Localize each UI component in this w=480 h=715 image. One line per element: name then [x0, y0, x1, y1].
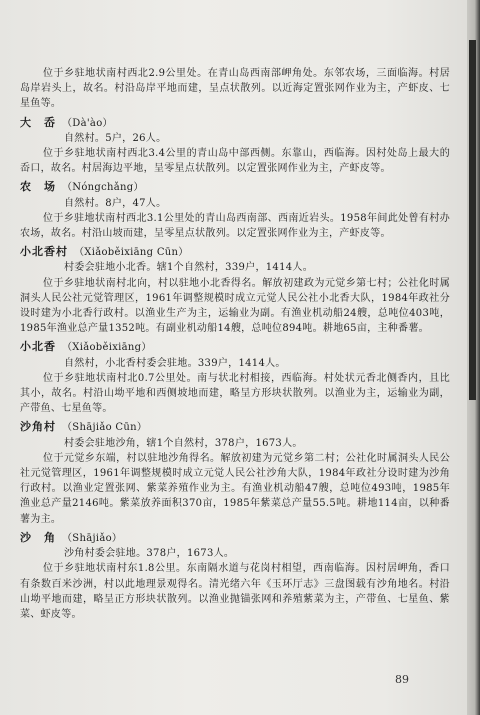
entry-name: 沙角村 — [20, 420, 56, 434]
entry-name: 沙 角 — [20, 530, 56, 544]
entry-paragraph: 位于乡驻地状南村东1.8公里。东南隔水道与花岗村相望，西南临海。因村居岬角，香口有条数百米沙洲，村以此地理景观得名。清光绪六年《玉环厅志》三盘图载有沙角地名。村沿山坳平地而建，略呈正方形块状散列。以渔业抛锚张网和养殖紫菜为主，产带鱼、七星鱼、紫菜、虾皮等。 — [20, 563, 450, 620]
entry-paragraph: 位于元觉乡东端，村以驻地沙角得名。解放初建为元觉乡第二村；公社化时属洞头人民公社元觉管理区，1961年调整规模时成立元觉人民公社沙角大队，1984年政社分设时建为沙角行政村。以渔业定置张网、紫菜养殖作业为主。有渔业机动船47艘，总吨位493吨，1985年渔业总产量2146吨。紫菜放养面积370亩，1985年紫菜总产量55.5吨。耕地114亩，以种番薯为主。 — [20, 452, 450, 525]
entry-pinyin: （Nóngchǎng） — [62, 182, 144, 194]
entry-name: 农 场 — [20, 180, 56, 194]
entry-pinyin: （Shājiǎo） — [62, 532, 123, 544]
entry-heading — [20, 339, 450, 355]
book-spine — [467, 0, 480, 715]
entry-info: 沙角村委会驻地。378户，1673人。 — [64, 548, 235, 560]
entry-info: 自然村。8户，47人。 — [64, 197, 167, 209]
page-number: 89 — [395, 673, 409, 686]
entry-paragraph: 位于乡驻地状南村西北3.1公里处的青山岛西南部、西南近岩头。1958年间此处曾有村办农场，故名。村沿山坡而建，呈零星点状散列。以定置张网作业为主，产虾皮等。 — [20, 212, 450, 240]
entry-heading — [20, 115, 450, 131]
entry-info: 自然村，小北香村委会驻地。339户，1414人。 — [64, 357, 286, 369]
entry-info: 自然村。5户，26人。 — [64, 132, 167, 144]
entry-name: 小北香村 — [20, 245, 68, 259]
entry-heading — [20, 419, 450, 435]
entry-info: 村委会驻地沙角，辖1个自然村，378户，1673人。 — [64, 437, 303, 449]
entry-heading — [20, 244, 450, 260]
entry-pinyin: （Xiǎoběixiāng） — [62, 342, 152, 354]
entry-paragraph: 位于乡驻地状南村北向，村以驻地小北香得名。解放初建政为元觉乡第七村；公社化时属洞头人民公社元觉管理区，1961年调整规模时成立元觉人民公社小北香大队，1984年政社分设时建为小北香行政村。以渔业生产为主，运输业为副。有渔业机动船24艘，总吨位403吨，1985年渔业总产量1352吨。有副业机动船14艘，总吨位894吨。耕地65亩，主种番薯。 — [20, 277, 450, 335]
spine-edge-bar — [469, 40, 476, 400]
gazetteer-content — [20, 66, 450, 622]
entry-paragraph: 位于乡驻地状南村北0.7公里处。南与状北村相接，西临海。村处状元香北侧香内，且比其小，故名。村沿山坳平地和西侧坡地而建，略呈方形块状散列。以渔业为主，运输业为副，产带鱼、七星鱼等。 — [20, 372, 450, 415]
entry-pinyin: （Dà'ào） — [62, 117, 113, 129]
entry-heading — [20, 530, 450, 546]
entry-name: 小北香 — [20, 340, 56, 354]
entry-heading — [20, 179, 450, 195]
entry-paragraph: 位于乡驻地状南村西北2.9公里处。在青山岛西南部岬角处。东邻农场，三面临海。村居岛岸岩头上，故名。村沿岛岸平地而建，呈点状散列。以近海定置张网作业为主，产虾皮、七星鱼等。 — [20, 68, 450, 110]
entry-info: 村委会驻地小北香。辖1个自然村，339户，1414人。 — [64, 262, 313, 274]
entry-paragraph: 位于乡驻地状南村西北3.4公里的青山岛中部西侧。东靠山，西临海。因村处岛上最大的岙口，故名。村居海边平地，呈零星点状散列。以定置张网作业为主，产虾皮等。 — [20, 148, 450, 175]
entry-pinyin: （Shājiǎo Cūn） — [62, 422, 148, 434]
entry-pinyin: （Xiǎoběixiāng Cūn） — [74, 247, 189, 259]
entry-name: 大 岙 — [20, 115, 56, 129]
